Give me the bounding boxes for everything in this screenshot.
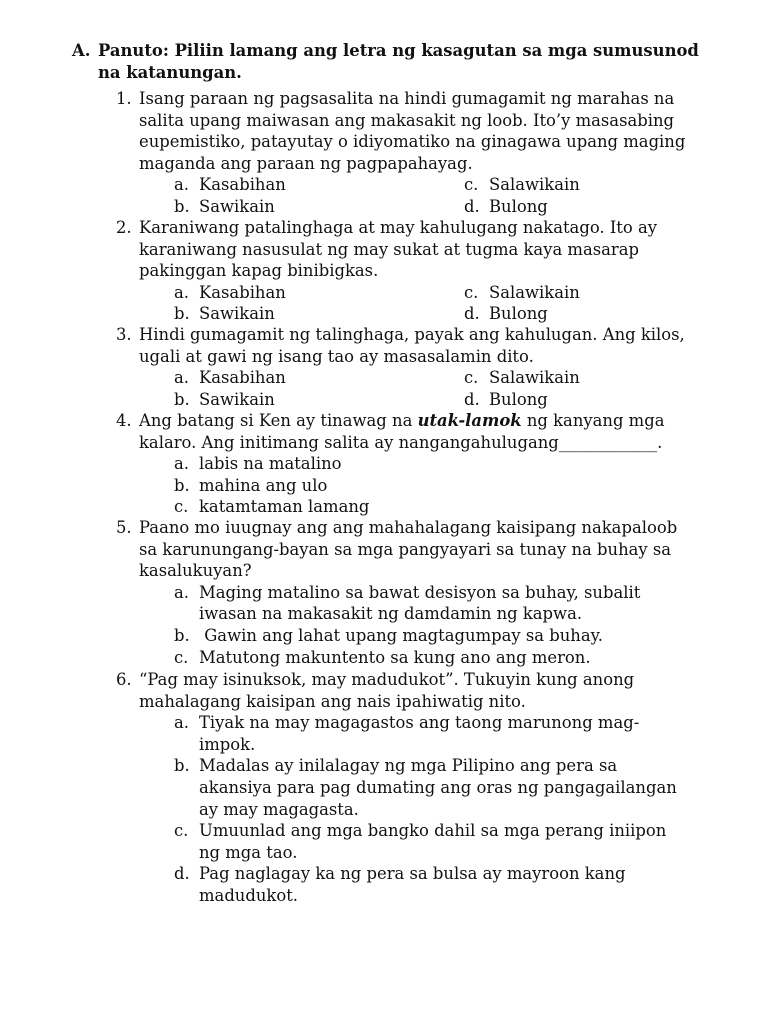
choice-a[interactable]: a. labis na matalino — [174, 454, 342, 474]
question-text-line: ugali at gawi ng isang tao ay masasalamin dito. — [139, 346, 534, 366]
question-text-line: “Pag may isinuksok, may madudukot”. Tukuyin kung anong — [139, 670, 635, 689]
choice-b[interactable]: b. Gawin ang lahat upang magtagumpay sa buhay. — [174, 625, 603, 645]
question-text-line: kalaro. Ang initimang salita ay nangangahulugang____________. — [139, 432, 663, 452]
question-5 — [116, 517, 736, 668]
question-1 — [116, 88, 736, 218]
question-text-line: Hindi gumagamit ng talinghaga, payak ang kahulugan. Ang kilos, — [139, 325, 685, 344]
instructions-label: A. — [72, 41, 91, 60]
question-text-line: Karaniwang patalinghaga at may kahulugang nakatago. Ito ay — [139, 218, 657, 237]
question-text-line: maganda ang paraan ng pagpapahayag. — [139, 153, 473, 173]
choice-c[interactable]: c. Salawikain — [464, 175, 580, 195]
choice-b[interactable]: b. Sawikain — [174, 196, 275, 216]
choice-a[interactable]: a. Kasabihan — [174, 175, 286, 195]
choice-b[interactable]: b. Sawikain — [174, 304, 275, 324]
instructions-line-1: Panuto: Piliin lamang ang letra ng kasagutan sa mga sumusunod — [98, 41, 699, 60]
choice-c[interactable]: c. Salawikain — [464, 282, 580, 302]
instructions-line-2: na katanungan. — [98, 62, 242, 82]
question-3 — [116, 324, 736, 410]
choice-d[interactable]: d. Bulong — [464, 196, 548, 216]
question-number: 1. — [116, 89, 132, 108]
question-number: 2. — [116, 218, 132, 237]
choice-c[interactable]: c. Salawikain — [464, 368, 580, 388]
question-text-line: karaniwang nasusulat ng may sukat at tugma kaya masarap — [139, 239, 640, 259]
choice-a[interactable]: a. Kasabihan — [174, 368, 286, 388]
choice-b[interactable]: b. mahina ang ulo — [174, 475, 328, 495]
choice-c[interactable]: c. Umuunlad ang mga bangko dahil sa mga perang iniipon ng mga tao. — [174, 821, 667, 862]
question-text-line: Isang paraan ng pagsasalita na hindi gumagamit ng marahas na — [139, 89, 675, 108]
question-number: 5. — [116, 518, 132, 537]
choice-a[interactable]: a. Kasabihan — [174, 282, 286, 302]
emphasized-term: utak-lamok — [417, 411, 522, 430]
choice-b[interactable]: b. Madalas ay inilalagay ng mga Pilipino ang pera sa akansiya para pag dumating ang oras ng pangagailangan ay may magagasta. — [174, 756, 677, 819]
question-2 — [116, 217, 736, 325]
question-number: 6. — [116, 670, 132, 689]
question-text-line: mahalagang kaisipan ang nais ipahiwatig nito. — [139, 691, 526, 711]
choice-b[interactable]: b. Sawikain — [174, 389, 275, 409]
question-number: 3. — [116, 325, 132, 344]
choice-c[interactable]: c. katamtaman lamang — [174, 497, 370, 517]
instructions — [72, 40, 732, 83]
choice-c[interactable]: c. Matutong makuntento sa kung ano ang meron. — [174, 647, 591, 667]
question-number: 4. — [116, 411, 132, 430]
question-text-line: pakinggan kapag binibigkas. — [139, 261, 379, 281]
question-text-line: Ang batang si Ken ay tinawag na utak-lamok ng kanyang mga — [139, 411, 665, 430]
question-4 — [116, 410, 736, 518]
question-text-line: eupemistiko, patayutay o idiyomatiko na ginagawa upang maging — [139, 132, 686, 152]
choice-d[interactable]: d. Pag naglagay ka ng pera sa bulsa ay mayroon kang madudukot. — [174, 864, 626, 905]
choice-a[interactable]: a. Tiyak na may magagastos ang taong marunong mag- impok. — [174, 713, 640, 754]
question-text-line: salita upang maiwasan ang makasakit ng loob. Ito’y masasabing — [139, 110, 675, 130]
question-text-line: kasalukuyan? — [139, 561, 252, 581]
choice-a[interactable]: a. Maging matalino sa bawat desisyon sa buhay, subalit iwasan na makasakit ng damdamin ng kapwa. — [174, 582, 641, 624]
question-text-line: Paano mo iuugnay ang ang mahahalagang kaisipang nakapaloob — [139, 518, 678, 537]
choice-d[interactable]: d. Bulong — [464, 389, 548, 409]
question-text-line: sa karunungang-bayan sa mga pangyayari sa tunay na buhay sa — [139, 539, 672, 559]
choice-d[interactable]: d. Bulong — [464, 304, 548, 324]
question-6 — [116, 669, 736, 907]
